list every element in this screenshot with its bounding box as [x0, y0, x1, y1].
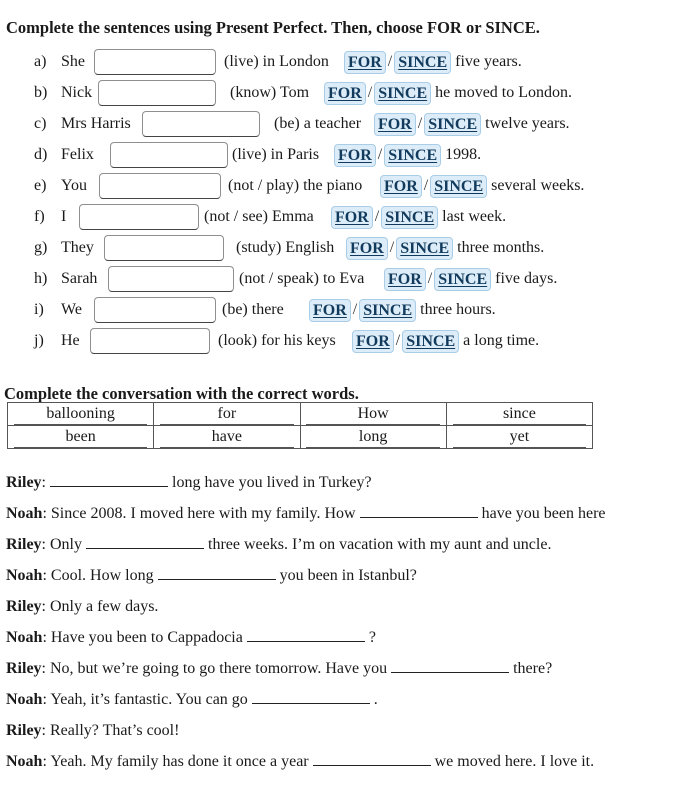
verb-prompt: (know) Tom — [230, 84, 310, 101]
item-subject: She — [61, 53, 85, 70]
speaker-colon: : — [41, 660, 50, 677]
item-letter: h) — [34, 270, 48, 287]
option-for[interactable]: FOR — [334, 144, 376, 167]
sentence-ending: three hours. — [420, 301, 496, 318]
option-since[interactable]: SINCE — [424, 113, 481, 136]
for-since-choice — [334, 138, 481, 172]
item-subject: He — [61, 332, 80, 349]
answer-input[interactable] — [108, 266, 234, 292]
answer-blank[interactable] — [50, 472, 168, 487]
item-letter: j) — [34, 332, 44, 349]
option-for[interactable]: FOR — [344, 51, 386, 74]
for-since-choice — [344, 45, 522, 79]
answer-input[interactable] — [90, 328, 210, 354]
sentence-row — [34, 138, 674, 172]
line-text-after: we moved here. I love it. — [434, 753, 595, 770]
item-subject: Nick — [61, 84, 93, 101]
option-for[interactable]: FOR — [324, 82, 366, 105]
word-bank-word: yet — [453, 427, 587, 448]
verb-prompt: (live) in London — [224, 53, 329, 70]
line-text-after: . — [373, 691, 378, 708]
for-since-choice — [346, 231, 544, 265]
word-bank-word: for — [160, 404, 294, 425]
line-text-after: there? — [513, 660, 553, 677]
speaker-colon: : — [41, 722, 50, 739]
item-letter: g) — [34, 239, 48, 256]
dialogue-line — [6, 472, 372, 494]
option-divider: / — [389, 239, 395, 256]
option-divider: / — [427, 270, 433, 287]
for-since-choice — [380, 169, 584, 203]
verb-prompt: (study) English — [236, 239, 335, 256]
item-letter: a) — [34, 53, 47, 70]
item-subject: Sarah — [61, 270, 98, 287]
word-bank-cell — [446, 426, 592, 449]
speaker-colon: : — [42, 753, 51, 770]
option-since[interactable]: SINCE — [402, 330, 459, 353]
speaker-name: Riley — [6, 474, 42, 491]
speaker-name: Noah — [6, 629, 43, 646]
option-for[interactable]: FOR — [374, 113, 416, 136]
verb-prompt: (live) in Paris — [232, 146, 320, 163]
line-text-before: Yeah, it’s fantastic. You can go — [50, 691, 248, 708]
dialogue-line — [6, 658, 552, 680]
option-for[interactable]: FOR — [346, 237, 388, 260]
speaker-colon: : — [41, 536, 50, 553]
speaker-colon: : — [42, 691, 51, 708]
verb-prompt: (be) there — [222, 301, 284, 318]
sentence-ending: last week. — [442, 208, 507, 225]
option-divider: / — [387, 53, 393, 70]
for-since-choice — [384, 262, 557, 296]
dialogue-line — [6, 565, 417, 587]
speaker-name: Riley — [6, 536, 42, 553]
dialogue-line — [6, 720, 179, 742]
dialogue-line — [6, 503, 606, 525]
word-bank-cell — [154, 426, 300, 449]
answer-input[interactable] — [98, 80, 216, 106]
word-bank-cell — [300, 426, 446, 449]
sentence-row — [34, 76, 674, 110]
for-since-choice — [331, 200, 506, 234]
speaker-colon: : — [42, 505, 51, 522]
option-for[interactable]: FOR — [384, 268, 426, 291]
option-since[interactable]: SINCE — [374, 82, 431, 105]
answer-blank[interactable] — [247, 627, 365, 642]
line-text-before: Only — [50, 536, 82, 553]
word-bank-word: have — [160, 427, 294, 448]
word-bank-cell — [154, 403, 300, 426]
sentence-row — [34, 200, 674, 234]
sentence-ending: he moved to London. — [435, 84, 573, 101]
word-bank — [7, 402, 593, 449]
sentence-row — [34, 231, 674, 265]
verb-prompt: (be) a teacher — [274, 115, 362, 132]
sentence-row — [34, 169, 674, 203]
item-letter: e) — [34, 177, 47, 194]
option-since[interactable]: SINCE — [394, 51, 451, 74]
answer-input[interactable] — [79, 204, 199, 230]
line-text-before: Cool. How long — [50, 567, 154, 584]
item-subject: We — [61, 301, 82, 318]
exercise-1-title: Complete the sentences using Present Perfect. Then, choose FOR or SINCE. — [6, 18, 540, 37]
dialogue-line — [6, 689, 378, 711]
item-letter: i) — [34, 301, 44, 318]
dialogue-line — [6, 751, 594, 773]
item-letter: d) — [34, 146, 48, 163]
dialogue-line — [6, 627, 376, 649]
line-text-after: three weeks. I’m on vacation with my aunt and uncle. — [208, 536, 552, 553]
speaker-name: Noah — [6, 753, 43, 770]
word-bank-cell — [8, 403, 154, 426]
dialogue-line — [6, 534, 551, 556]
sentence-ending: several weeks. — [491, 177, 585, 194]
answer-blank[interactable] — [86, 534, 204, 549]
item-subject: You — [61, 177, 87, 194]
verb-prompt: (not / see) Emma — [204, 208, 314, 225]
option-divider: / — [377, 146, 383, 163]
answer-input[interactable] — [99, 173, 221, 199]
line-text-before: Only a few days. — [50, 598, 159, 615]
word-bank-cell — [300, 403, 446, 426]
option-since[interactable]: SINCE — [384, 144, 441, 167]
speaker-colon: : — [42, 567, 51, 584]
word-bank-row — [8, 426, 593, 449]
word-bank-word: been — [14, 427, 148, 448]
for-since-choice — [324, 76, 572, 110]
option-divider: / — [395, 332, 401, 349]
for-since-choice — [352, 324, 539, 358]
sentence-ending: twelve years. — [485, 115, 570, 132]
option-since[interactable]: SINCE — [381, 206, 438, 229]
option-since[interactable]: SINCE — [430, 175, 487, 198]
answer-blank[interactable] — [360, 503, 478, 518]
item-subject: Felix — [61, 146, 94, 163]
word-bank-cell — [8, 426, 154, 449]
speaker-name: Noah — [6, 505, 43, 522]
option-for[interactable]: FOR — [380, 175, 422, 198]
answer-input[interactable] — [94, 297, 216, 323]
word-bank-word: ballooning — [14, 404, 148, 425]
sentence-row — [34, 262, 674, 296]
item-subject: I — [61, 208, 67, 225]
answer-blank[interactable] — [391, 658, 509, 673]
option-divider: / — [417, 115, 423, 132]
answer-input[interactable] — [94, 49, 216, 75]
line-text-after: long have you lived in Turkey? — [172, 474, 372, 491]
option-divider: / — [374, 208, 380, 225]
answer-blank[interactable] — [313, 751, 431, 766]
sentence-ending: five days. — [495, 270, 558, 287]
answer-input[interactable] — [110, 142, 228, 168]
option-since[interactable]: SINCE — [359, 299, 416, 322]
verb-prompt: (not / speak) to Eva — [239, 270, 365, 287]
verb-prompt: (look) for his keys — [218, 332, 336, 349]
line-text-before: Have you been to Cappadocia — [50, 629, 243, 646]
verb-prompt: (not / play) the piano — [228, 177, 363, 194]
line-text-before: Really? That’s cool! — [50, 722, 180, 739]
option-divider: / — [367, 84, 373, 101]
sentence-ending: five years. — [455, 53, 522, 70]
word-bank-word: long — [306, 427, 440, 448]
exercise-2-title: Complete the conversation with the correct words. — [4, 384, 359, 403]
answer-input[interactable] — [142, 111, 260, 137]
answer-input[interactable] — [104, 235, 224, 261]
sentence-row — [34, 324, 674, 358]
sentence-row — [34, 107, 674, 141]
item-subject: They — [61, 239, 94, 256]
line-text-after: ? — [368, 629, 376, 646]
for-since-choice — [309, 293, 496, 327]
option-since[interactable]: SINCE — [434, 268, 491, 291]
speaker-name: Riley — [6, 598, 42, 615]
dialogue-line — [6, 596, 158, 618]
item-letter: b) — [34, 84, 48, 101]
speaker-colon: : — [41, 474, 50, 491]
speaker-name: Noah — [6, 691, 43, 708]
speaker-colon: : — [41, 598, 50, 615]
option-for[interactable]: FOR — [352, 330, 394, 353]
line-text-after: have you been here — [481, 505, 606, 522]
line-text-after: you been in Istanbul? — [279, 567, 417, 584]
sentence-ending: three months. — [457, 239, 545, 256]
speaker-name: Noah — [6, 567, 43, 584]
answer-blank[interactable] — [158, 565, 276, 580]
line-text-before: No, but we’re going to go there tomorrow. Have you — [50, 660, 388, 677]
item-letter: c) — [34, 115, 47, 132]
item-letter: f) — [34, 208, 45, 225]
option-for[interactable]: FOR — [331, 206, 373, 229]
sentence-ending: a long time. — [463, 332, 540, 349]
word-bank-row — [8, 403, 593, 426]
speaker-name: Riley — [6, 722, 42, 739]
option-divider: / — [423, 177, 429, 194]
word-bank-word: since — [453, 404, 587, 425]
speaker-colon: : — [42, 629, 51, 646]
answer-blank[interactable] — [252, 689, 370, 704]
option-divider: / — [352, 301, 358, 318]
line-text-before: Yeah. My family has done it once a year — [50, 753, 309, 770]
word-bank-cell — [446, 403, 592, 426]
sentence-ending: 1998. — [445, 146, 482, 163]
sentence-row — [34, 293, 674, 327]
option-for[interactable]: FOR — [309, 299, 351, 322]
sentence-row — [34, 45, 674, 79]
line-text-before: Since 2008. I moved here with my family. How — [50, 505, 356, 522]
item-subject: Mrs Harris — [61, 115, 131, 132]
option-since[interactable]: SINCE — [396, 237, 453, 260]
for-since-choice — [374, 107, 570, 141]
word-bank-word: How — [306, 404, 440, 425]
speaker-name: Riley — [6, 660, 42, 677]
